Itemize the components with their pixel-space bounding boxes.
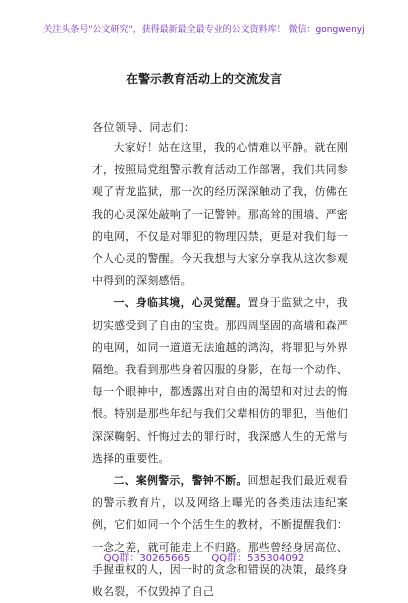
document-body bbox=[92, 137, 348, 603]
paragraph-section-2 bbox=[92, 470, 348, 603]
section-1-body: 置身于监狱之中，我切实感受到了自由的宝贵。那四周坚固的高墙和森严的电网，如同一道道无法逾越的鸿沟，将罪犯与外界隔绝。我看到那些身着囚服的身影，在每一个动作、每一个眼神中，都透露出对自由的渴望和对过去的悔恨。特别是那些年纪与我们父辈相仿的罪犯，当他们深深鞠躬、忏悔过去的罪行时，我深感人生的无常与选择的重要性。 bbox=[92, 296, 348, 465]
section-2-heading: 二、案例警示，警钟不断。 bbox=[113, 474, 248, 488]
paragraph-section-1 bbox=[92, 292, 348, 470]
salutation: 各位领导、同志们： bbox=[92, 121, 196, 134]
section-1-heading: 一、身临其境，心灵觉醒。 bbox=[113, 296, 248, 310]
footer-qq-group-2: QQ群：535304092 bbox=[211, 553, 305, 564]
paragraph-intro: 大家好！站在这里，我的心情难以平静。就在刚才，按照局党组警示教育活动工作部署，我们共同参观了青龙监狱，那一次的经历深深触动了我，仿佛在我的心灵深处敲响了一记警钟。那高耸的围墙、严密的电网，不仅是对罪犯的物理囚禁，更是对我们每一个人心灵的警醒。今天我想与大家分享我从这次参观中得到的深刻感悟。 bbox=[92, 141, 348, 288]
document-title: 在警示教育活动上的交流发言 bbox=[125, 72, 282, 86]
footer bbox=[0, 549, 408, 564]
section-2-body: 回想起我们最近观看的警示教育片，以及网络上曝光的各类违法违纪案例，它们如同一个个活生生的教材，不断提醒我们：一念之差，就可能走上不归路。那些曾经身居高位、手握重权的人，因一时的贪念和错误的决策，最终身败名裂，不仅毁掉了自己 bbox=[92, 474, 348, 599]
footer-qq-group-1: QQ群：30265665 bbox=[103, 553, 191, 564]
header-banner: 关注头条号"公文研究"，获得最新最全最专业的公文资料库！ 微信：gongwenyj bbox=[43, 25, 365, 35]
